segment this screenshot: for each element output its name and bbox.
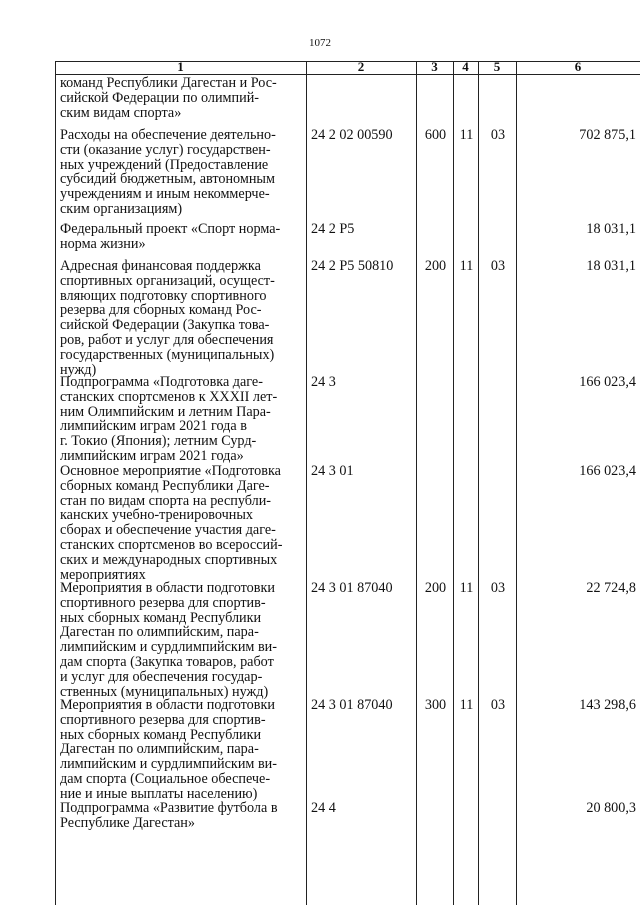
row-description: [60, 259, 304, 377]
row-description: [60, 222, 304, 252]
description-line: дам спорта (Закупка товаров, работ: [60, 653, 274, 670]
description-line: лимпийским и сурдлимпийским ви-: [60, 639, 277, 656]
description-line: сборных команд Республики Даге-: [60, 477, 270, 494]
description-line: стан по видам спорта на республи-: [60, 492, 272, 509]
row-subsection: 03: [490, 127, 506, 143]
description-line: учреждениям и иным некоммерче-: [60, 186, 270, 203]
row-description: [60, 698, 304, 802]
description-line: станских спортсменов во всероссий-: [60, 536, 283, 553]
row-section: 11: [459, 697, 474, 713]
description-line: Расходы на обеспечение деятельно-: [60, 127, 276, 143]
description-line: сийской Федерации (Закупка това-: [60, 317, 270, 334]
description-line: канских учебно-тренировочных: [60, 507, 253, 524]
description-line: резерва для сборных команд Рос-: [60, 302, 262, 319]
row-description: [60, 464, 304, 582]
description-line: ных учреждений (Предоставление: [60, 156, 269, 173]
row-expense-type: 600: [424, 127, 447, 143]
description-line: государственных (муниципальных): [60, 346, 275, 363]
description-line: спортивных организаций, осущест-: [60, 272, 275, 289]
row-amount: 18 031,1: [586, 221, 636, 237]
description-line: сийской Федерации по олимпий-: [60, 89, 260, 106]
description-line: г. Токио (Япония); летним Сурд-: [60, 433, 257, 450]
description-line: норма жизни»: [60, 235, 146, 252]
description-line: сборах и обеспечение участия даге-: [60, 522, 276, 539]
header-col-5: 5: [493, 59, 501, 74]
description-line: ных сборных команд Республики: [60, 609, 262, 626]
column-number-header: [55, 59, 640, 74]
description-line: спортивного резерва для спортив-: [60, 594, 266, 611]
description-line: ским видам спорта»: [60, 104, 182, 121]
description-line: и услуг для обеспечения государ-: [60, 668, 263, 685]
row-description: [60, 801, 304, 831]
row-amount: 702 875,1: [579, 127, 636, 143]
description-line: ных сборных команд Республики: [60, 726, 262, 743]
column-divider: [478, 61, 479, 905]
row-amount: 18 031,1: [586, 258, 636, 274]
row-code: 24 2 02 00590: [311, 127, 393, 143]
row-code: 24 3 01 87040: [311, 697, 393, 713]
row-amount: 143 298,6: [579, 697, 636, 713]
description-line: дам спорта (Социальное обеспече-: [60, 770, 271, 787]
row-amount: 20 800,3: [586, 800, 636, 816]
description-line: ние и иные выплаты населению): [60, 785, 258, 802]
header-col-2: 2: [357, 59, 365, 74]
description-line: Подпрограмма «Развитие футбола в: [60, 800, 278, 816]
description-line: Республике Дагестан»: [60, 814, 195, 831]
description-line: ров, работ и услуг для обеспечения: [60, 331, 274, 348]
row-amount: 166 023,4: [579, 463, 636, 479]
row-expense-type: 200: [424, 258, 447, 274]
description-line: ским организациям): [60, 200, 183, 217]
description-line: ним Олимпийским и летним Пара-: [60, 403, 271, 420]
row-code: 24 4: [311, 800, 336, 816]
row-amount: 22 724,8: [586, 580, 636, 596]
description-line: Мероприятия в области подготовки: [60, 697, 275, 713]
description-line: лимпийским и сурдлимпийским ви-: [60, 756, 277, 773]
row-description: [60, 128, 304, 217]
description-line: лимпийским играм 2021 года в: [60, 418, 247, 435]
description-line: Адресная финансовая поддержка: [60, 258, 261, 274]
budget-table: [55, 61, 640, 905]
row-section: 11: [459, 580, 474, 596]
row-code: 24 2 P5: [311, 221, 355, 237]
row-description: [60, 375, 304, 464]
description-line: станских спортсменов к XXXII лет-: [60, 388, 278, 405]
header-col-3: 3: [431, 59, 438, 74]
description-line: Мероприятия в области подготовки: [60, 580, 275, 596]
header-col-1: 1: [177, 59, 184, 74]
row-description: [60, 581, 304, 699]
description-line: нужд): [60, 361, 97, 378]
page-number: 1072: [309, 37, 331, 49]
description-line: команд Республики Дагестан и Рос-: [60, 75, 277, 91]
description-line: спортивного резерва для спортив-: [60, 711, 266, 728]
row-code: 24 3: [311, 374, 336, 390]
description-line: Подпрограмма «Подготовка даге-: [60, 374, 263, 390]
column-divider: [453, 61, 454, 905]
row-amount: 166 023,4: [579, 374, 636, 390]
description-line: лимпийским играм 2021 года»: [60, 447, 244, 464]
description-line: Дагестан по олимпийским, пара-: [60, 624, 259, 641]
row-description: [60, 76, 304, 120]
description-line: Дагестан по олимпийским, пара-: [60, 741, 259, 758]
row-section: 11: [459, 127, 474, 143]
description-line: ских и международных спортивных: [60, 551, 278, 568]
description-line: Федеральный проект «Спорт норма-: [60, 221, 281, 237]
row-subsection: 03: [490, 580, 506, 596]
row-subsection: 03: [490, 697, 506, 713]
row-expense-type: 200: [424, 580, 447, 596]
description-line: Основное мероприятие «Подготовка: [60, 463, 281, 479]
description-line: мероприятиях: [60, 566, 146, 583]
column-divider: [416, 61, 417, 905]
row-subsection: 03: [490, 258, 506, 274]
row-code: 24 3 01 87040: [311, 580, 393, 596]
header-col-4: 4: [462, 59, 469, 74]
description-line: ственных (муниципальных) нужд): [60, 683, 269, 700]
row-code: 24 3 01: [311, 463, 354, 479]
table-border-left: [55, 61, 56, 905]
row-section: 11: [459, 258, 474, 274]
column-divider: [516, 61, 517, 905]
description-line: вляющих подготовку спортивного: [60, 287, 267, 304]
description-line: сти (оказание услуг) государствен-: [60, 141, 271, 158]
description-line: субсидий бюджетным, автономным: [60, 171, 275, 188]
header-col-6: 6: [574, 59, 582, 74]
row-expense-type: 300: [424, 697, 447, 713]
column-divider: [306, 61, 307, 905]
row-code: 24 2 P5 50810: [311, 258, 394, 274]
